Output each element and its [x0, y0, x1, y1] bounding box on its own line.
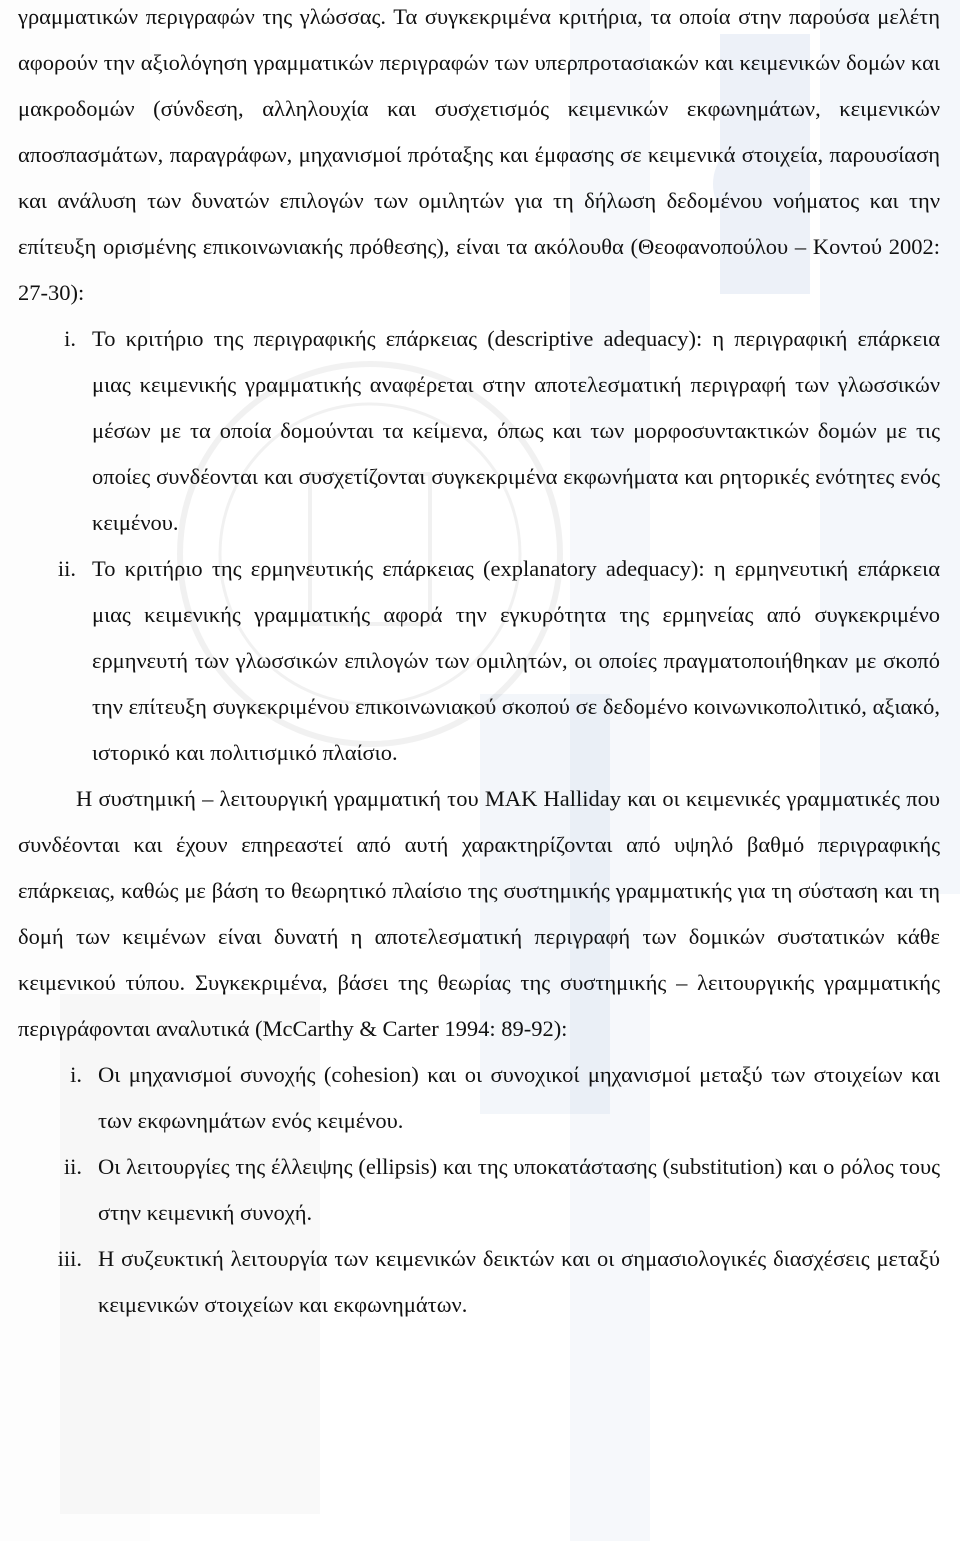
list-marker: iii. [57, 1246, 82, 1271]
list-marker: ii. [63, 1154, 82, 1179]
list-marker: i. [64, 326, 76, 351]
list-item-text: Η συζευκτική λειτουργία των κειμενικών δεικτών και οι σημασιολογικές διασχέσεις μεταξύ κειμενικών στοιχείων και εκφωνημάτων. [98, 1246, 940, 1317]
list-item [18, 546, 940, 776]
halliday-paragraph: Η συστημική – λειτουργική γραμματική του MAK Halliday και οι κειμενικές γραμματικές που συνδέονται και έχουν επηρεαστεί από αυτή χαρακτηρίζονται από υψηλό βαθμό περιγραφικής επάρκειας, καθώς με βάση το θεωρητικό πλαίσιο της συστημικής γραμματικής για τη σύσταση και τη δομή των κειμένων είναι δυνατή η αποτελεσματική περιγραφή των δομικών συστατικών κάθε κειμενικού τύπου. Συγκεκριμένα, βάσει της θεωρίας της συστημικής – λειτουργικής γραμματικής περιγράφονται αναλυτικά (McCarthy & Carter 1994: 89-92): [18, 786, 940, 1041]
list-item [18, 1052, 940, 1144]
list-marker: ii. [57, 556, 76, 581]
mechanisms-list [18, 1052, 940, 1328]
intro-paragraph: γραμματικών περιγραφών της γλώσσας. Τα συγκεκριμένα κριτήρια, τα οποία στην παρούσα μελέτη αφορούν την αξιολόγηση γραμματικών περιγραφών των υπερπροτασιακών και κειμενικών δομών και μακροδομών (σύνδεση, αλληλουχία και συσχετισμός κειμενικών εκφωνημάτων, κειμενικών αποσπασμάτων, παραγράφων, μηχανισμοί πρόταξης και έμφασης σε κειμενικά στοιχεία, παρουσίαση και ανάλυση των δυνατών επιλογών των ομιλητών για τη δήλωση δεδομένου νοήματος και την επίτευξη ορισμένης επικοινωνιακής πρόθεσης), είναι τα ακόλουθα (Θεοφανοπούλου – Κοντού 2002: 27-30): [18, 4, 940, 305]
list-item [18, 316, 940, 546]
list-item-text: Οι λειτουργίες της έλλειψης (ellipsis) και της υποκατάστασης (substitution) και ο ρόλος τους στην κειμενική συνοχή. [98, 1154, 940, 1225]
list-item-text: Οι μηχανισμοί συνοχής (cohesion) και οι συνοχικοί μηχανισμοί μεταξύ των στοιχείων και των εκφωνημάτων ενός κειμένου. [98, 1062, 940, 1133]
list-item [18, 1236, 940, 1328]
criteria-list [18, 316, 940, 776]
list-item-text: Το κριτήριο της περιγραφικής επάρκειας (descriptive adequacy): η περιγραφική επάρκεια μιας κειμενικής γραμματικής αναφέρεται στην αποτελεσματική περιγραφή των γλωσσικών μέσων με τα οποία δομούνται τα κείμενα, όπως και των μορφοσυντακτικών δομών με τις οποίες συνδέονται και συσχετίζονται συγκεκριμένα εκφωνήματα και ρητορικές ενότητες ενός κειμένου. [92, 326, 940, 535]
list-marker: i. [70, 1062, 82, 1087]
list-item [18, 1144, 940, 1236]
list-item-text: Το κριτήριο της ερμηνευτικής επάρκειας (explanatory adequacy): η ερμηνευτική επάρκεια μιας κειμενικής γραμματικής αφορά την εγκυρότητα της ερμηνείας από συγκεκριμένο ερμηνευτή των γλωσσικών επιλογών των ομιλητών, οι οποίες πραγματοποιήθηκαν με σκοπό την επίτευξη συγκεκριμένου επικοινωνιακού σκοπού σε δεδομένο κοινωνικοπολιτικό, αξιακό, ιστορικό και πολιτισμικό πλαίσιο. [92, 556, 940, 765]
